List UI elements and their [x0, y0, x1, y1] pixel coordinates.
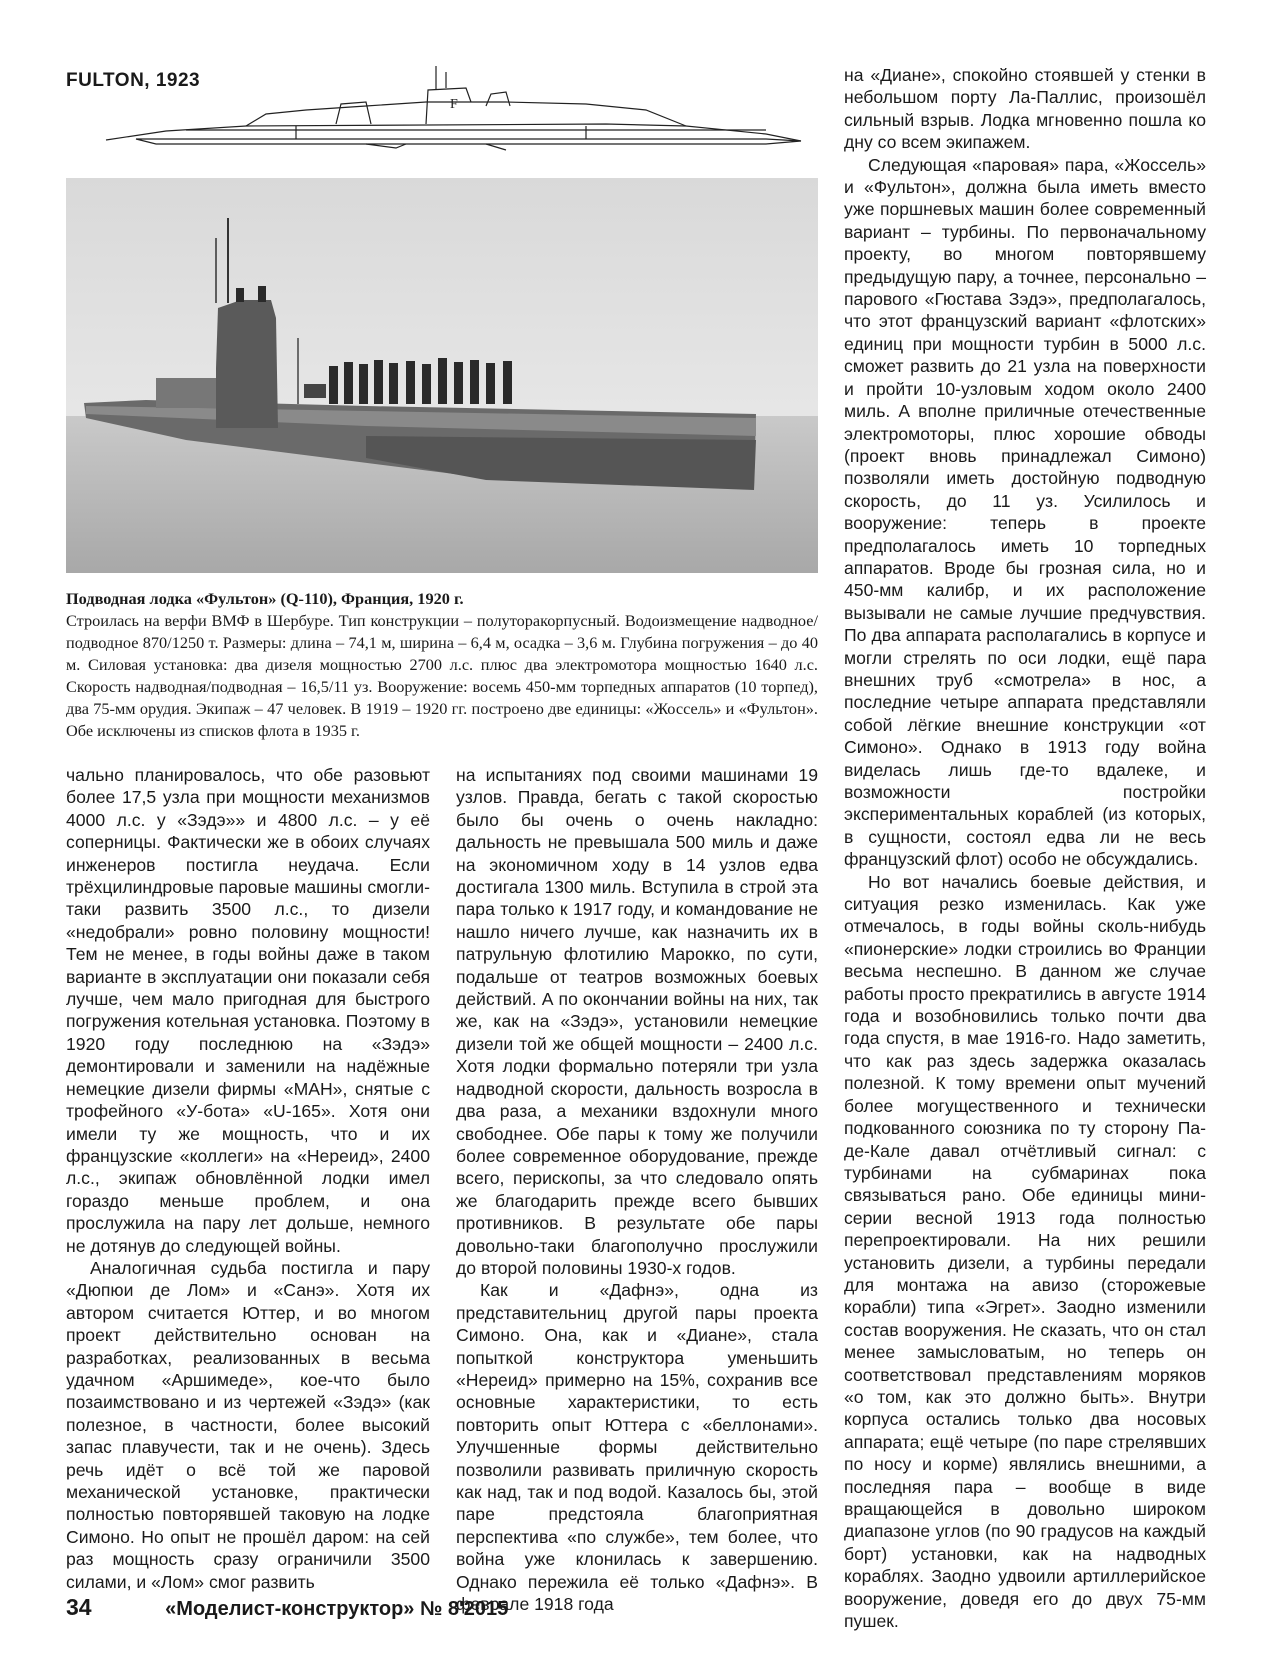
paragraph: на «Диане», спокойно стоявшей у стенки в небольшом порту Ла-Паллис, произошёл сильный взрыв. Лодка мгновенно пошла ко дну со всем экипажем.	[844, 65, 1206, 153]
submarine-side-profile-drawing	[66, 66, 818, 158]
page-number: 34	[66, 1594, 92, 1620]
submarine-photo	[66, 178, 818, 573]
text-column-2	[456, 764, 818, 1615]
paragraph: на испытаниях под своими машинами 19 узлов. Правда, бегать с такой скоростью было бы очень о очень накладно: дальность не превышала 500 миль и даже на экономичном ходу в 14 узлов едва достигала 1300 миль. Вступила в строй эта пара только к 1917 году, и командование не нашло ничего лучше, как назначить их в патрульную флотилию Марокко, по сути, подальше от театров возможных боевых действий. А по окончании войны на них, так же, как на «Зэдэ», установили немецкие дизели той же общей мощности – 2400 л.с. Хотя лодки формально потеряли три узла надводной скорости, дальность возросла в два раза, а механики вздохнули много свободнее. Обе пары к тому же получили более современное оборудование, прежде всего, перископы, за что следовало опять же благодарить прежде всего бывших противников. В результате обе пары довольно-таки благополучно прослужили до второй половины 1930-х годов.	[456, 765, 818, 1278]
paragraph: Аналогичная судьба постигла и пару «Дюпюи де Лом» и «Санэ». Хотя их автором считается Юттер, и во многом проект действительно основан на разработках, реализованных в весьма удачном «Аршимеде», кое-что было позаимствовано и из чертежей «Зэдэ» (как полезное, в частности, более высокий запас плавучести, так и не очень). Здесь речь идёт о всё той же паровой механической установке, практически полностью повторявшей таковую на лодке Симоно. Но опыт не прошёл даром: на сей раз мощность сразу ограничили 3500 силами, и «Лом» смог развить	[66, 1257, 430, 1592]
magazine-title: «Моделист-конструктор» № 8'2015	[165, 1598, 509, 1620]
paragraph: Следующая «паровая» пара, «Жоссель» и «Фультон», должна была иметь вместо уже поршневых машин более современный вариант – турбины. По первоначальному проекту, во многом повторявшему предыдущую пару, а точнее, персонально – парового «Гюстава Зэдэ», предполагалось, что этот французский вариант «флотских» единиц при мощности турбин в 5000 л.с. сможет развить до 21 узла на поверхности и пройти 10-узловым ходом около 2400 миль. А вполне приличные отечественные электромоторы, плюс хорошие обводы (проект вновь принадлежал Симоно) позволяли иметь достойную подводную скорость, до 11 уз. Усилилось и вооружение: теперь в проекте предполагалось иметь 10 торпедных аппаратов. Вроде бы грозная сила, но и 450-мм калибр, и их расположение вызывали не самые лучшие предчувствия. По два аппарата располагались в корпусе и могли стрелять по оси лодки, ещё пара внешних труб «смотрела» в нос, а последние четыре аппарата представляли собой лёгкие внешние конструкции «от Симоно». Однако в 1913 году война виделась лишь где-то вдалеке, и возможности постройки экспериментальных кораблей (из которых, в сущности, состоял едва ли не весь французский флот) особо не обсуждались.	[844, 154, 1206, 870]
text-column-3	[844, 64, 1206, 1632]
text-column-1	[66, 764, 430, 1593]
caption-text: Строилась на верфи ВМФ в Шербуре. Тип конструкции – полуторакорпусный. Водоизмещение надводное/подводное 870/1250 т. Размеры: длина – 74,1 м, ширина – 6,4 м, осадка – 3,6 м. Глубина погружения – до 40 м. Силовая установка: два дизеля мощностью 2700 л.с. плюс два электромотора мощностью 1640 л.с. Скорость надводная/подводная – 16,5/11 уз. Вооружение: восемь 450-мм торпедных аппаратов (10 торпед), два 75-мм орудия. Экипаж – 47 человек. В 1919 – 1920 гг. построено две единицы: «Жоссель» и «Фультон». Обе исключены из списков флота в 1935 г.	[66, 611, 818, 740]
svg-text:F: F	[450, 97, 458, 112]
photo-caption	[66, 588, 818, 742]
caption-title: Подводная лодка «Фультон» (Q-110), Франция, 1920 г.	[66, 589, 464, 608]
paragraph: Как и «Дафнэ», одна из представительниц другой пары проекта Симоно. Она, как и «Диане», стала попыткой конструктора уменьшить «Нереид» примерно на 15%, сохранив все основные характеристики, то есть повторить опыт Юттера с «беллонами». Улучшенные формы действительно позволили развивать приличную скорость как над, так и под водой. Казалось бы, этой паре предстояла благоприятная перспектива «по службе», тем более, что война уже клонилась к завершению. Однако пережила её только «Дафнэ». В феврале 1918 года	[456, 1280, 818, 1615]
paragraph: Но вот начались боевые действия, и ситуация резко изменилась. Как уже отмечалось, в годы войны сколь-нибудь «пионерские» лодки строились во Франции весьма неспешно. В данном же случае работы просто прекратились в августе 1914 года и возобновились только почти два года спустя, в мае 1916-го. Надо заметить, что как раз здесь задержка оказалась полезной. К тому времени опыт мучений более могущественного и технически подкованного союзника по ту сторону Па-де-Кале давал отчётливый сигнал: с турбинами на субмаринах пока связываться рано. Обе единицы мини-серии весной 1913 года полностью перепроектировали. На них решили установить дизели, а турбины передали для монтажа на авизо (сторожевые корабли) типа «Эгрет». Заодно изменили состав вооружения. Не сказать, что он стал менее замысловатым, но теперь он соответствовал представлениям моряков «о том, как это должно быть». Внутри корпуса остались только два носовых аппарата; ещё четыре (по паре стрелявших по носу и корме) являлись внешними, а последняя пара – вообще в виде вращающейся в довольно широком диапазоне углов (по 90 градусов на каждый борт) установки, как на надводных кораблях. Заодно удвоили артиллерийское вооружение, доведя его до двух 75-мм пушек.	[844, 871, 1206, 1632]
drawing-label: FULTON, 1923	[66, 70, 201, 91]
page-footer	[66, 1594, 508, 1621]
paragraph: чально планировалось, что обе разовьют более 17,5 узла при мощности механизмов 4000 л.с. у «Зэдэ»» и 4800 л.с. – у её соперницы. Фактически же в обоих случаях инженеров постигла неудача. Если трёхцилиндровые паровые машины смогли-таки развить 3500 л.с., то дизели «недобрали» ровно половину мощности! Тем не менее, в годы войны даже в таком варианте в эксплуатации они показали себя лучше, чем мало пригодная для быстрого погружения котельная установка. Поэтому в 1920 году последнюю на «Зэдэ» демонтировали и заменили на надёжные немецкие дизели фирмы «МАН», снятые с трофейного «У-бота» «U-165». Хотя они имели ту же мощность, что и их французские «коллеги» на «Нереид», 2400 л.с., экипаж обновлённой лодки имел гораздо меньше проблем, и она прослужила на пару лет дольше, немного не дотянув до следующей войны.	[66, 765, 430, 1256]
